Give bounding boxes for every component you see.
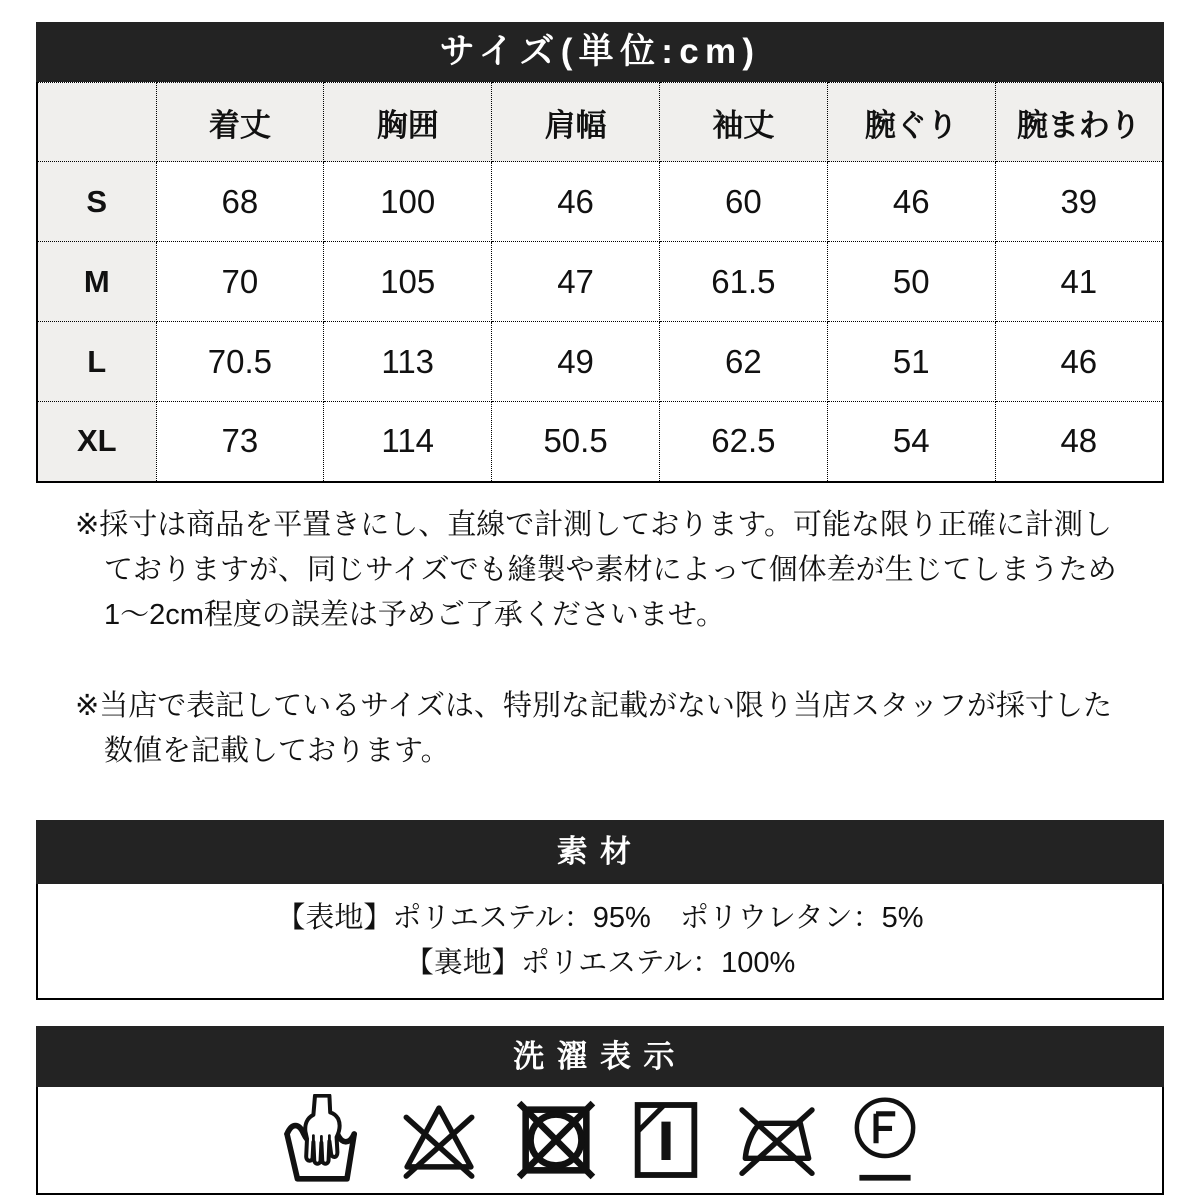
cell-value: 41 — [995, 242, 1163, 322]
row-label-m: M — [37, 242, 156, 322]
cell-value: 46 — [492, 162, 660, 242]
care-symbols-row — [36, 1087, 1164, 1195]
column-header-arm-width: 腕まわり — [995, 83, 1163, 162]
size-row-l — [37, 322, 1163, 402]
column-header-sleeve: 袖丈 — [659, 83, 827, 162]
note-text: 数値を記載しております。 — [104, 734, 450, 767]
cell-value: 100 — [324, 162, 492, 242]
size-table-header-row — [37, 83, 1163, 162]
cell-value: 48 — [995, 402, 1163, 482]
material-section — [36, 820, 1164, 1000]
cell-value: 70.5 — [156, 322, 324, 402]
material-body — [36, 884, 1164, 1000]
cell-value: 50.5 — [492, 402, 660, 482]
size-section-title: サイズ(単位:cm) — [36, 22, 1164, 82]
cell-value: 46 — [827, 162, 995, 242]
size-table — [36, 82, 1164, 483]
row-label-xl: XL — [37, 402, 156, 482]
care-section-title: 洗濯表示 — [36, 1026, 1164, 1087]
size-section — [36, 22, 1164, 483]
column-header-armhole: 腕ぐり — [827, 83, 995, 162]
row-label-l: L — [37, 322, 156, 402]
note-staff-measured — [75, 684, 1164, 774]
note-measurement-accuracy — [75, 503, 1164, 638]
cell-value: 61.5 — [659, 242, 827, 322]
column-header-shoulder: 肩幅 — [492, 83, 660, 162]
cell-value: 51 — [827, 322, 995, 402]
material-outer-fabric: 【表地】ポリエステル：95% ポリウレタン：5% — [276, 901, 924, 934]
do-not-iron-icon — [735, 1100, 819, 1180]
size-table-corner-cell — [37, 83, 156, 162]
column-header-body-length: 着丈 — [156, 83, 324, 162]
cell-value: 47 — [492, 242, 660, 322]
size-row-s — [37, 162, 1163, 242]
cell-value: 50 — [827, 242, 995, 322]
size-row-m — [37, 242, 1163, 322]
cell-value: 46 — [995, 322, 1163, 402]
care-section — [36, 1026, 1164, 1195]
note-text: 1〜2cm程度の誤差は予めご了承くださいませ。 — [104, 598, 726, 631]
dry-clean-f-gentle-icon — [853, 1094, 917, 1186]
cell-value: 62 — [659, 322, 827, 402]
cell-value: 105 — [324, 242, 492, 322]
shade-line-dry-icon — [631, 1098, 701, 1182]
hand-wash-icon — [283, 1094, 363, 1186]
cell-value: 49 — [492, 322, 660, 402]
note-text: ※採寸は商品を平置きにし、直線で計測しております。可能な限り正確に計測し — [75, 508, 1112, 541]
material-lining: 【裏地】ポリエステル：100% — [404, 946, 796, 979]
cell-value: 70 — [156, 242, 324, 322]
column-header-chest: 胸囲 — [324, 83, 492, 162]
cell-value: 113 — [324, 322, 492, 402]
size-row-xl — [37, 402, 1163, 482]
cell-value: 60 — [659, 162, 827, 242]
cell-value: 62.5 — [659, 402, 827, 482]
do-not-bleach-icon — [397, 1098, 481, 1182]
cell-value: 114 — [324, 402, 492, 482]
note-text: ※当店で表記しているサイズは、特別な記載がない限り当店スタッフが採寸した — [75, 689, 1112, 722]
cell-value: 54 — [827, 402, 995, 482]
cell-value: 39 — [995, 162, 1163, 242]
cell-value: 73 — [156, 402, 324, 482]
material-section-title: 素材 — [36, 820, 1164, 884]
row-label-s: S — [37, 162, 156, 242]
cell-value: 68 — [156, 162, 324, 242]
measurement-notes — [36, 503, 1164, 774]
do-not-tumble-dry-icon — [515, 1099, 597, 1181]
note-text: ておりますが、同じサイズでも縫製や素材によって個体差が生じてしまうため — [104, 553, 1117, 586]
